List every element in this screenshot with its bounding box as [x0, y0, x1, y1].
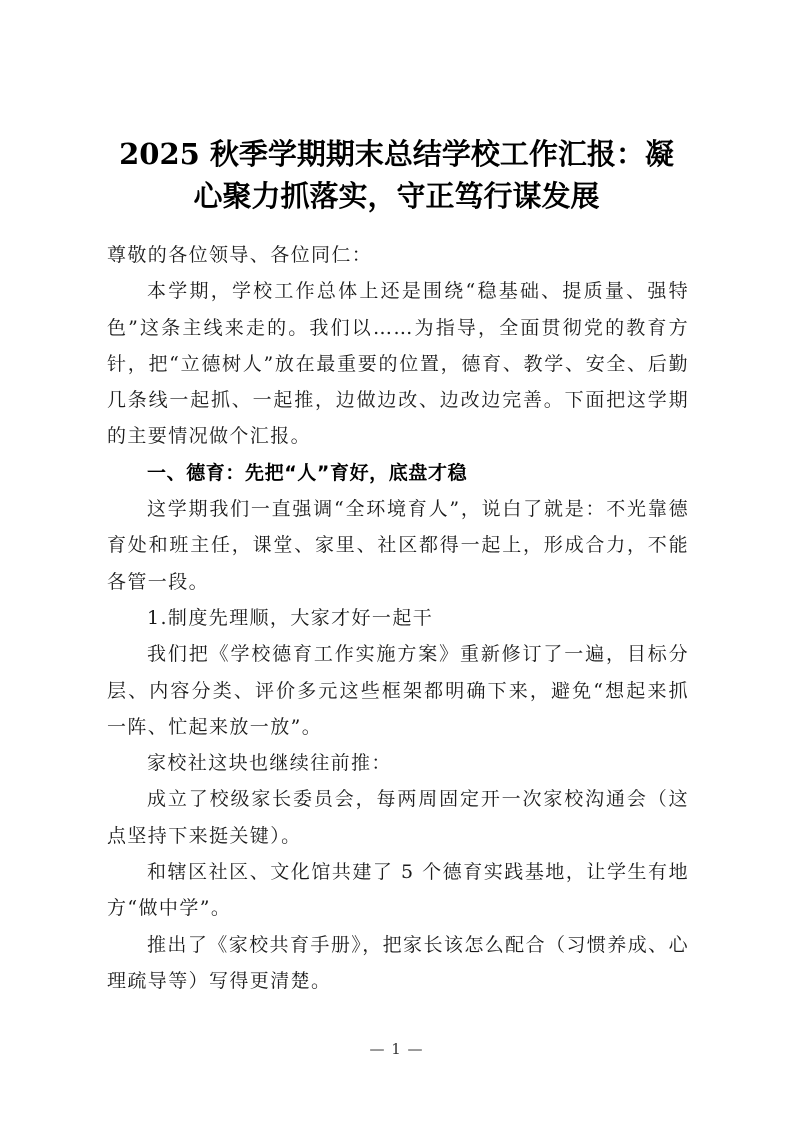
paragraph-handbook: 推出了《家校共育手册》，把家长该怎么配合（习惯养成、心理疏导等）写得更清楚。 — [107, 933, 689, 992]
page-number: — 1 — — [369, 1040, 424, 1058]
title-line-1: 2025 秋季学期期末总结学校工作汇报：凝 — [119, 137, 674, 172]
subheading-1: 1.制度先理顺，大家才好一起干 — [147, 606, 434, 629]
salutation: 尊敬的各位领导、各位同仁： — [107, 244, 373, 266]
title-line-2: 心聚力抓落实，守正笃行谋发展 — [193, 179, 600, 214]
paragraph-parent-committee: 成立了校级家长委员会，每两周固定开一次家校沟通会（这点坚持下来挺关键）。 — [107, 788, 689, 847]
paragraph-plan-revision: 我们把《学校德育工作实施方案》重新修订了一遍，目标分层、内容分类、评价多元这些框架都明确下来，避免“想起来抓一阵、忙起来放一放”。 — [107, 643, 689, 738]
paragraph-home-school: 家校社这块也继续往前推： — [147, 752, 392, 775]
paragraph-practice-bases: 和辖区社区、文化馆共建了 5 个德育实践基地，让学生有地方“做中学”。 — [107, 861, 689, 920]
paragraph-intro: 本学期，学校工作总体上还是围绕“稳基础、提质量、强特色”这条主线来走的。我们以……为指导，全面贯彻党的教育方针，把“立德树人”放在最重要的位置，德育、教学、安全、后勤几条线一起抓、一起推，边做边改、边改边完善。下面把这学期的主要情况做个汇报。 — [107, 280, 689, 448]
paragraph-moral-education: 这学期我们一直强调“全环境育人”，说白了就是：不光靠德育处和班主任，课堂、家里、社区都得一起上，形成合力，不能各管一段。 — [107, 498, 689, 593]
document-body — [107, 237, 689, 999]
section-heading-1: 一、德育：先把“人”育好，底盘才稳 — [147, 461, 468, 484]
document-title — [100, 133, 693, 217]
